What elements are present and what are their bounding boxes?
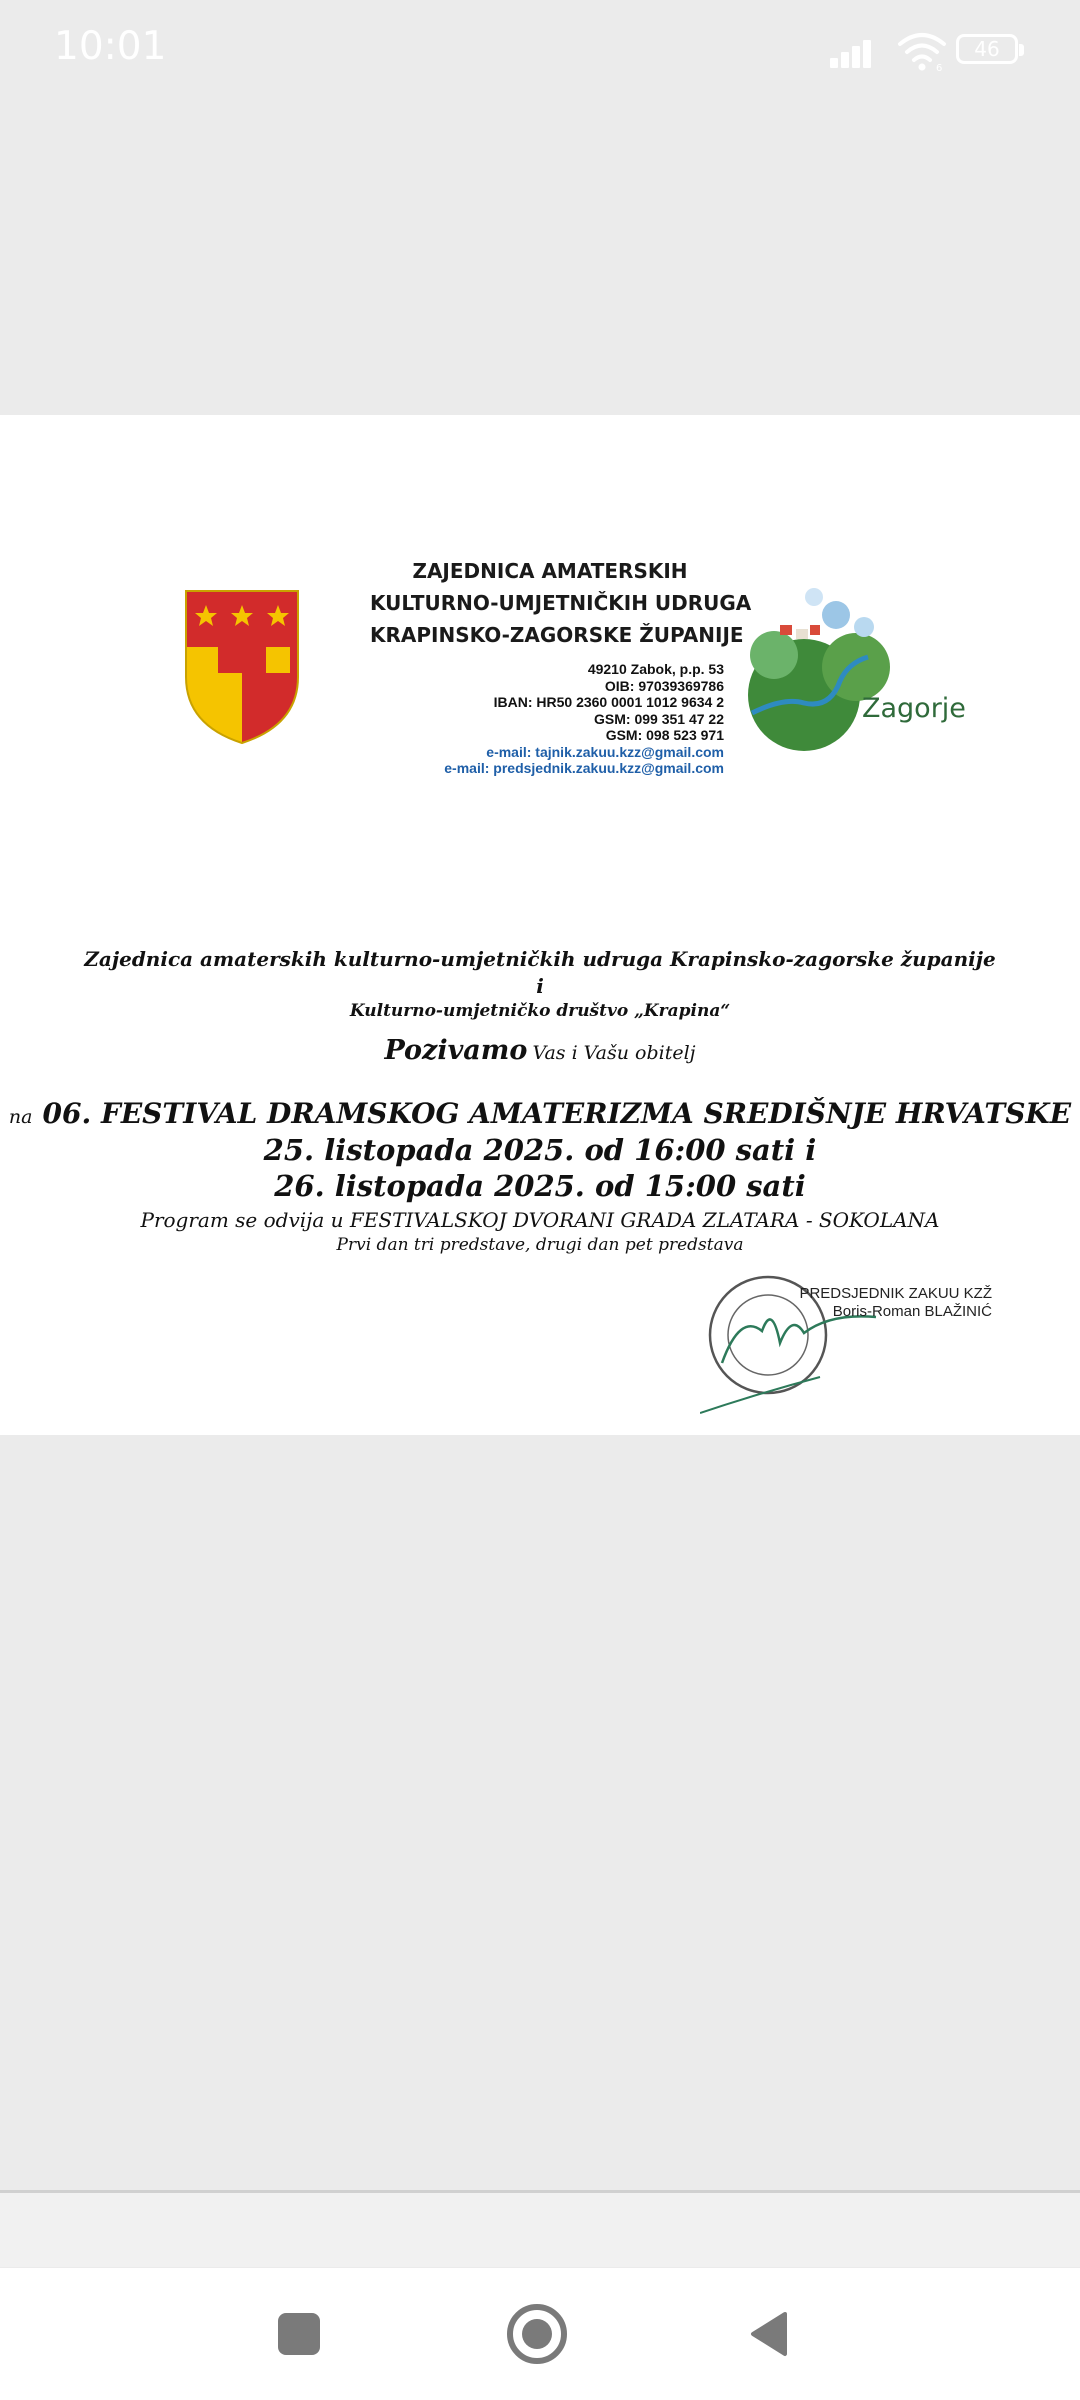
back-button[interactable] (747, 2310, 789, 2358)
navigation-bar (0, 2268, 1080, 2400)
header-org-line: KRAPINSKO-ZAGORSKE ŽUPANIJE (370, 623, 744, 647)
home-button[interactable] (507, 2304, 567, 2364)
signature-block (760, 1285, 992, 1321)
wifi-icon (896, 30, 948, 72)
iban: IBAN: HR50 2360 0001 1012 9634 2 (493, 694, 724, 710)
signature-name: Boris-Roman BLAŽINIĆ (832, 1303, 992, 1320)
bottom-strip (0, 2193, 1080, 2267)
zagorje-logo-text: Zagorje (862, 693, 966, 724)
conjunction-line: i (536, 974, 544, 998)
invitation-line (0, 1035, 1080, 1066)
signal-icon (830, 34, 880, 68)
battery-icon: 46 (956, 34, 1018, 64)
status-bar (0, 0, 1080, 100)
svg-text:6: 6 (936, 63, 943, 72)
zagorje-logo (744, 585, 966, 757)
email-link-1[interactable]: e-mail: tajnik.zakuu.kzz@gmail.com (486, 743, 724, 760)
kud-line: Kulturno-umjetničko društvo „Krapina“ (349, 1001, 731, 1021)
header-organization (370, 555, 752, 651)
festival-title: 06. FESTIVAL DRAMSKOG AMATERIZMA SREDIŠNJE HRVATSKE (42, 1097, 1072, 1130)
document-page (0, 415, 1080, 1435)
header-org-line: ZAJEDNICA AMATERSKIH (412, 559, 688, 583)
address: 49210 Zabok, p.p. 53 (587, 661, 724, 677)
gsm-1: GSM: 099 351 47 22 (594, 710, 724, 727)
festival-prefix: na (8, 1106, 33, 1128)
organizer-line: Zajednica amaterskih kulturno-umjetničkih udruga Krapinsko-zagorske županije (84, 947, 996, 971)
status-time: 10:01 (54, 24, 167, 69)
date-line-2: 26. listopada 2025. od 15:00 sati (274, 1169, 806, 1203)
gsm-2: GSM: 098 523 971 (605, 727, 724, 743)
signature-title: PREDSJEDNIK ZAKUU KZŽ (799, 1285, 992, 1302)
oib: OIB: 97039369786 (604, 677, 724, 694)
days-line: Prvi dan tri predstave, drugi dan pet predstava (336, 1235, 744, 1255)
zagorje-hills-icon (744, 585, 954, 757)
invitation-bold: Pozivamo (384, 1035, 528, 1066)
festival-line (0, 1097, 1080, 1130)
recents-button[interactable] (278, 2313, 320, 2355)
header-org-line: KULTURNO-UMJETNIČKIH UDRUGA (370, 591, 752, 615)
email-link-2[interactable]: e-mail: predsjednik.zakuu.kzz@gmail.com (444, 760, 724, 776)
date-line-1: 25. listopada 2025. od 16:00 sati i (263, 1133, 817, 1167)
contact-block (380, 661, 724, 777)
crest-icon (180, 585, 304, 747)
invitation-rest: Vas i Vašu obitelj (532, 1042, 696, 1064)
program-line: Program se odvija u FESTIVALSKOJ DVORANI GRADA ZLATARA - SOKOLANA (140, 1208, 940, 1232)
